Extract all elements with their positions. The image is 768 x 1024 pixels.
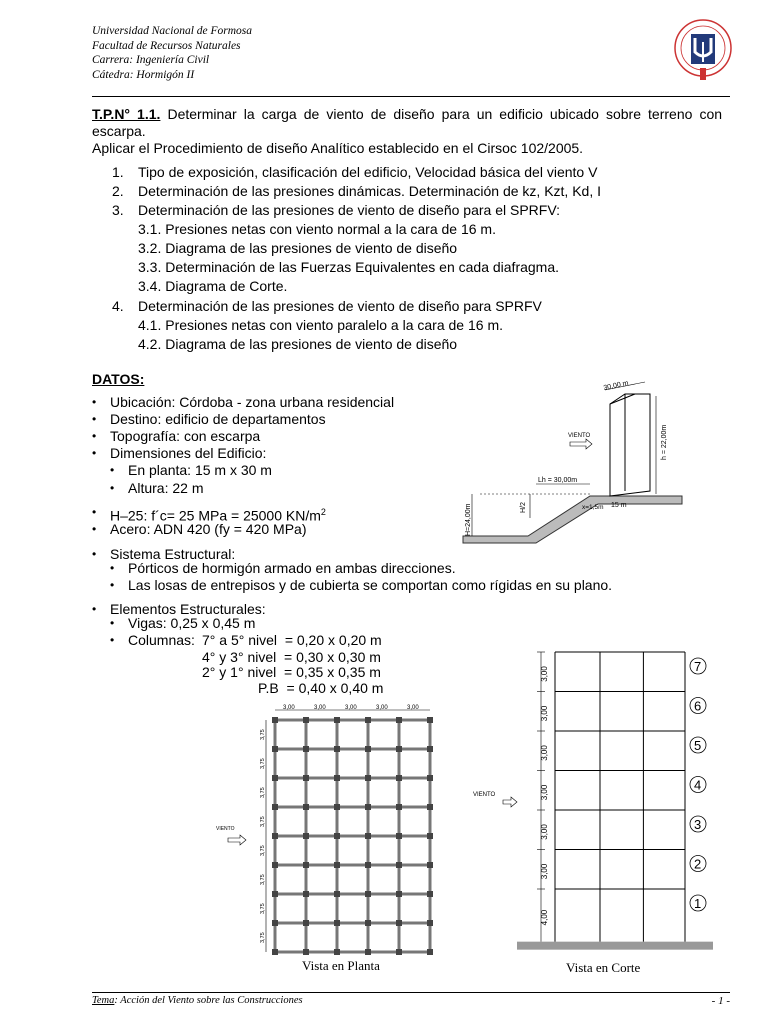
datos-planta: • En planta: 15 m x 30 m — [110, 462, 272, 478]
planta-diagram — [210, 700, 435, 960]
column-node — [396, 920, 402, 926]
sub-item: 3.4. Diagrama de Corte. — [138, 278, 288, 294]
column-node — [427, 746, 433, 752]
column-node — [303, 949, 309, 955]
height-label: 3,00 — [540, 863, 549, 880]
level-number: 1 — [694, 896, 702, 911]
column-node — [365, 717, 371, 723]
height-label: 3,00 — [540, 666, 549, 682]
sub-item: 3.3. Determinación de las Fuerzas Equivalentes en cada diafragma. — [138, 259, 560, 275]
sub-item: 4.1. Presiones netas con viento paralelo a la cara de 16 m. — [138, 317, 503, 333]
side-dim-label: 3,75 — [260, 903, 266, 914]
footer-rule — [92, 992, 730, 993]
level-number: 5 — [694, 738, 702, 753]
level-number: 3 — [694, 817, 702, 832]
columna-row: 2° y 1° nivel = 0,35 x 0,35 m — [202, 664, 381, 680]
column-node — [365, 862, 371, 868]
column-node — [303, 891, 309, 897]
column-node — [427, 862, 433, 868]
datos-altura: • Altura: 22 m — [110, 480, 204, 496]
column-node — [365, 920, 371, 926]
column-node — [334, 804, 340, 810]
h-label: h = 22,00m — [661, 424, 668, 460]
dim-top-label: 30,00 m — [602, 379, 630, 392]
level-number: 7 — [694, 659, 702, 674]
columna-row: 7° a 5° nivel = 0,20 x 0,20 m — [202, 632, 382, 648]
column-node — [334, 862, 340, 868]
viento-label: VIENTO — [473, 792, 496, 798]
column-node — [334, 717, 340, 723]
tp-statement — [92, 106, 722, 157]
viento-label: VIENTO — [216, 826, 235, 832]
escarpa-diagram — [460, 378, 690, 548]
tp-intro: Aplicar el Procedimiento de diseño Analítico establecido en el Cirsoc 102/2005. — [92, 140, 584, 156]
column-node — [334, 920, 340, 926]
column-node — [396, 804, 402, 810]
header-line: Universidad Nacional de Formosa — [92, 25, 253, 37]
column-node — [303, 862, 309, 868]
column-node — [272, 833, 278, 839]
height-label: 3,00 — [540, 705, 549, 722]
height-label: 3,00 — [540, 784, 549, 801]
columna-row: P.B = 0,40 x 0,40 m — [258, 680, 384, 696]
column-node — [303, 920, 309, 926]
columna-row: 4° y 3° nivel = 0,30 x 0,30 m — [202, 649, 381, 665]
column-node — [334, 891, 340, 897]
column-node — [427, 920, 433, 926]
height-label: 4,00 — [540, 909, 549, 926]
column-node — [396, 891, 402, 897]
header-line: Facultad de Recursos Naturales — [92, 39, 241, 52]
column-node — [396, 862, 402, 868]
datos-topografia: • Topografía: con escarpa — [92, 428, 261, 444]
planta-caption: Vista en Planta — [302, 958, 380, 973]
column-node — [427, 891, 433, 897]
x-label: x=1,5m — [582, 504, 604, 511]
height-label: 3,00 — [540, 745, 549, 761]
datos-dimensiones: • Dimensiones del Edificio: — [92, 445, 267, 461]
column-node — [303, 717, 309, 723]
sub-item: 4.2. Diagrama de las presiones de viento de diseño — [138, 336, 458, 352]
column-node — [427, 949, 433, 955]
column-node — [365, 891, 371, 897]
level-number: 2 — [694, 856, 702, 872]
steps-list: 1. Tipo de exposición, clasificación del edificio, Velocidad básica del viento V 2. Determinación de las presiones dinámicas. Determinación de kz, Kzt, Kd, I 3. Determinación de las presiones de viento de diseño para el SPRFV: 3.1. Presiones netas con viento normal a la cara de 16 m. 3.2. Diagrama de las presiones de viento de diseño 3.3. Determinación de las Fuerzas Equivalentes en cada diafragma. 3.4. Diagrama de Corte. 4. Determinación de las presiones de viento de diseño para SPRFV 4.1. Presiones netas con viento paralelo a la cara de 16 m. 4.2. Diagrama de las presiones de viento de diseño — [112, 164, 601, 352]
side-dim-label: 3,75 — [260, 874, 266, 885]
height-label: 3,00 — [540, 824, 549, 840]
datos-porticos: • Pórticos de hormigón armado en ambas direcciones. — [110, 560, 456, 576]
column-node — [396, 717, 402, 723]
column-node — [334, 833, 340, 839]
column-node — [303, 804, 309, 810]
H-label: H=24,00m — [465, 503, 472, 536]
datos-acero: • Acero: ADN 420 (fy = 420 MPa) — [92, 521, 307, 537]
level-number: 6 — [694, 698, 702, 714]
top-dim-label: 3,00 — [283, 705, 295, 711]
column-node — [334, 775, 340, 781]
column-node — [396, 833, 402, 839]
column-node — [427, 775, 433, 781]
h2-label: H/2 — [520, 502, 527, 513]
sub-item: 3.1. Presiones netas con viento normal a la cara de 16 m. — [138, 221, 496, 237]
datos-title: DATOS: — [92, 371, 145, 387]
lh-label: Lh = 30,00m — [538, 477, 578, 484]
w-label: 15 m — [611, 502, 627, 509]
side-dim-label: 3,75 — [260, 932, 266, 943]
datos-sistema: • Sistema Estructural: — [92, 546, 236, 562]
datos-destino: • Destino: edificio de departamentos — [92, 411, 326, 427]
column-node — [303, 775, 309, 781]
header-line: Cátedra: Hormigón II — [92, 68, 195, 81]
corte-diagram — [465, 640, 715, 960]
level-number: 4 — [694, 777, 702, 793]
column-node — [272, 862, 278, 868]
header-rule — [92, 96, 730, 97]
column-node — [334, 746, 340, 752]
column-node — [365, 833, 371, 839]
column-node — [303, 746, 309, 752]
column-node — [396, 746, 402, 752]
tp-title: Determinar la carga de viento de diseño para un edificio ubicado sobre terreno con escarpa. — [92, 106, 723, 139]
sub-item: 3.2. Diagrama de las presiones de viento de diseño — [138, 240, 458, 256]
page-number: - 1 - — [711, 995, 730, 1007]
header-line: Carrera: Ingeniería Civil — [92, 54, 210, 66]
wind-arrow — [503, 797, 517, 807]
datos-losas: • Las losas de entrepisos y de cubierta se comportan como rígidas en su plano. — [110, 577, 613, 593]
datos-hormigon: • H–25: f´c= 25 MPa = 25000 $KN/m^2$ — [92, 505, 326, 524]
side-dim-label: 3,75 — [260, 816, 266, 827]
column-node — [365, 775, 371, 781]
column-node — [272, 804, 278, 810]
side-dim-label: 3,75 — [260, 758, 266, 769]
datos-columnas: • Columnas: — [110, 632, 195, 648]
column-node — [303, 833, 309, 839]
column-node — [272, 920, 278, 926]
datos-elementos: • Elementos Estructurales: — [92, 601, 266, 617]
column-node — [272, 949, 278, 955]
datos-ubicacion: • Ubicación: Córdoba - zona urbana residencial — [92, 394, 395, 410]
column-node — [272, 891, 278, 897]
column-node — [365, 804, 371, 810]
datos-vigas: • Vigas: 0,25 x 0,45 m — [110, 615, 256, 631]
side-dim-label: 3,75 — [260, 787, 266, 798]
column-node — [272, 746, 278, 752]
column-node — [396, 949, 402, 955]
viento-label: VIENTO — [568, 433, 591, 439]
footer-tema: Tema: Acción del Viento sobre las Construcciones — [92, 995, 303, 1006]
side-dim-label: 3,75 — [260, 845, 266, 856]
top-dim-label: 3,00 — [376, 705, 388, 711]
column-node — [334, 949, 340, 955]
institution-header — [92, 24, 532, 82]
column-node — [427, 804, 433, 810]
top-dim-label: 3,00 — [345, 705, 357, 711]
university-logo — [672, 16, 734, 86]
column-node — [272, 717, 278, 723]
column-node — [427, 833, 433, 839]
side-dim-label: 3,75 — [260, 729, 266, 740]
top-dim-label: 3,00 — [407, 705, 419, 711]
corte-caption: Vista en Corte — [566, 960, 641, 975]
wind-arrow — [228, 835, 246, 845]
ground — [517, 942, 713, 950]
column-node — [427, 717, 433, 723]
top-dim-label: 3,00 — [314, 705, 326, 711]
tp-label: T.P.N° 1.1. — [92, 106, 161, 122]
column-node — [365, 746, 371, 752]
column-node — [396, 775, 402, 781]
column-node — [272, 775, 278, 781]
column-node — [365, 949, 371, 955]
